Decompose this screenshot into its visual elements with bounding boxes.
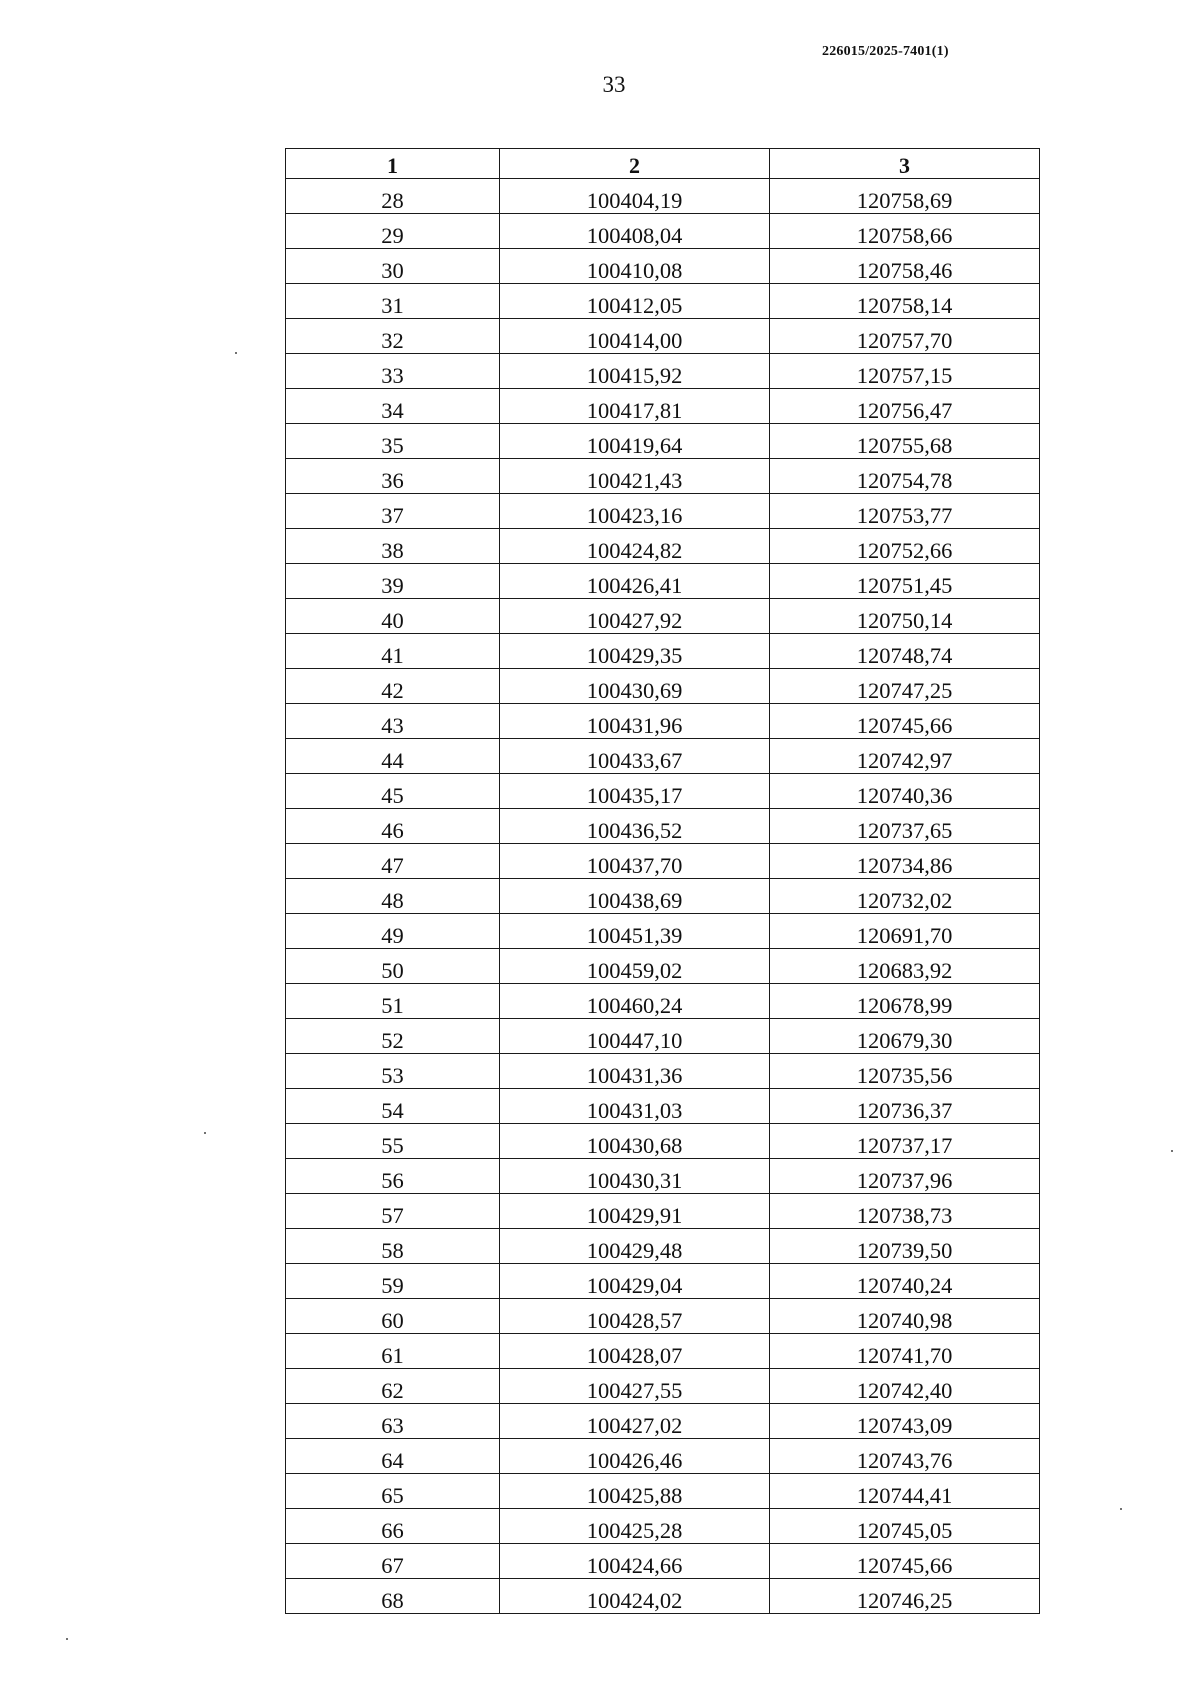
point-number-cell: 32 <box>286 319 500 354</box>
x-coordinate-cell: 100427,55 <box>500 1369 770 1404</box>
x-coordinate-cell: 100415,92 <box>500 354 770 389</box>
point-number-cell: 44 <box>286 739 500 774</box>
point-number-cell: 59 <box>286 1264 500 1299</box>
table-row <box>286 949 1040 984</box>
table-row <box>286 1509 1040 1544</box>
point-number-cell: 49 <box>286 914 500 949</box>
x-coordinate-cell: 100433,67 <box>500 739 770 774</box>
table-row <box>286 1439 1040 1474</box>
point-number-cell: 34 <box>286 389 500 424</box>
table-row <box>286 879 1040 914</box>
point-number-cell: 53 <box>286 1054 500 1089</box>
point-number-cell: 55 <box>286 1124 500 1159</box>
table-row <box>286 599 1040 634</box>
scan-speck <box>204 1132 206 1134</box>
y-coordinate-cell: 120691,70 <box>770 914 1040 949</box>
y-coordinate-cell: 120735,56 <box>770 1054 1040 1089</box>
y-coordinate-cell: 120758,46 <box>770 249 1040 284</box>
x-coordinate-cell: 100423,16 <box>500 494 770 529</box>
x-coordinate-cell: 100424,82 <box>500 529 770 564</box>
point-number-cell: 41 <box>286 634 500 669</box>
y-coordinate-cell: 120742,97 <box>770 739 1040 774</box>
y-coordinate-cell: 120756,47 <box>770 389 1040 424</box>
table-row <box>286 459 1040 494</box>
x-coordinate-cell: 100447,10 <box>500 1019 770 1054</box>
point-number-cell: 43 <box>286 704 500 739</box>
y-coordinate-cell: 120739,50 <box>770 1229 1040 1264</box>
table-row <box>286 529 1040 564</box>
scan-speck <box>235 352 237 354</box>
point-number-cell: 37 <box>286 494 500 529</box>
table-row <box>286 319 1040 354</box>
y-coordinate-cell: 120734,86 <box>770 844 1040 879</box>
point-number-cell: 51 <box>286 984 500 1019</box>
column-header-1: 1 <box>286 149 500 179</box>
y-coordinate-cell: 120679,30 <box>770 1019 1040 1054</box>
x-coordinate-cell: 100430,68 <box>500 1124 770 1159</box>
point-number-cell: 52 <box>286 1019 500 1054</box>
x-coordinate-cell: 100426,46 <box>500 1439 770 1474</box>
table-row <box>286 284 1040 319</box>
table-row <box>286 1124 1040 1159</box>
x-coordinate-cell: 100424,02 <box>500 1579 770 1614</box>
point-number-cell: 64 <box>286 1439 500 1474</box>
x-coordinate-cell: 100451,39 <box>500 914 770 949</box>
table-row <box>286 179 1040 214</box>
x-coordinate-cell: 100421,43 <box>500 459 770 494</box>
y-coordinate-cell: 120757,15 <box>770 354 1040 389</box>
table-row <box>286 634 1040 669</box>
x-coordinate-cell: 100417,81 <box>500 389 770 424</box>
point-number-cell: 42 <box>286 669 500 704</box>
x-coordinate-cell: 100431,36 <box>500 1054 770 1089</box>
x-coordinate-cell: 100414,00 <box>500 319 770 354</box>
table-row <box>286 914 1040 949</box>
y-coordinate-cell: 120741,70 <box>770 1334 1040 1369</box>
y-coordinate-cell: 120740,24 <box>770 1264 1040 1299</box>
point-number-cell: 38 <box>286 529 500 564</box>
x-coordinate-cell: 100412,05 <box>500 284 770 319</box>
y-coordinate-cell: 120746,25 <box>770 1579 1040 1614</box>
x-coordinate-cell: 100430,69 <box>500 669 770 704</box>
table-row <box>286 1369 1040 1404</box>
y-coordinate-cell: 120737,17 <box>770 1124 1040 1159</box>
scan-speck <box>1120 1508 1122 1510</box>
y-coordinate-cell: 120740,36 <box>770 774 1040 809</box>
table-row <box>286 669 1040 704</box>
y-coordinate-cell: 120758,66 <box>770 214 1040 249</box>
y-coordinate-cell: 120758,14 <box>770 284 1040 319</box>
y-coordinate-cell: 120754,78 <box>770 459 1040 494</box>
y-coordinate-cell: 120745,66 <box>770 1544 1040 1579</box>
table-row <box>286 774 1040 809</box>
y-coordinate-cell: 120737,65 <box>770 809 1040 844</box>
table-row <box>286 424 1040 459</box>
table-row <box>286 249 1040 284</box>
point-number-cell: 68 <box>286 1579 500 1614</box>
x-coordinate-cell: 100429,35 <box>500 634 770 669</box>
y-coordinate-cell: 120740,98 <box>770 1299 1040 1334</box>
coordinates-table <box>285 148 1040 1614</box>
table-row <box>286 1054 1040 1089</box>
x-coordinate-cell: 100460,24 <box>500 984 770 1019</box>
scan-speck <box>66 1638 68 1640</box>
x-coordinate-cell: 100429,91 <box>500 1194 770 1229</box>
table-row <box>286 389 1040 424</box>
point-number-cell: 54 <box>286 1089 500 1124</box>
table-row <box>286 1579 1040 1614</box>
point-number-cell: 61 <box>286 1334 500 1369</box>
point-number-cell: 46 <box>286 809 500 844</box>
point-number-cell: 56 <box>286 1159 500 1194</box>
x-coordinate-cell: 100426,41 <box>500 564 770 599</box>
table-row <box>286 1229 1040 1264</box>
point-number-cell: 67 <box>286 1544 500 1579</box>
x-coordinate-cell: 100436,52 <box>500 809 770 844</box>
table-row <box>286 1194 1040 1229</box>
document-id: 226015/2025-7401(1) <box>822 44 949 59</box>
y-coordinate-cell: 120757,70 <box>770 319 1040 354</box>
point-number-cell: 60 <box>286 1299 500 1334</box>
table-header-row <box>286 149 1040 179</box>
point-number-cell: 39 <box>286 564 500 599</box>
x-coordinate-cell: 100431,03 <box>500 1089 770 1124</box>
table-row <box>286 1019 1040 1054</box>
table-row <box>286 494 1040 529</box>
y-coordinate-cell: 120743,09 <box>770 1404 1040 1439</box>
y-coordinate-cell: 120755,68 <box>770 424 1040 459</box>
point-number-cell: 36 <box>286 459 500 494</box>
y-coordinate-cell: 120737,96 <box>770 1159 1040 1194</box>
table-body <box>286 179 1040 1614</box>
x-coordinate-cell: 100427,02 <box>500 1404 770 1439</box>
y-coordinate-cell: 120750,14 <box>770 599 1040 634</box>
column-header-2: 2 <box>500 149 770 179</box>
y-coordinate-cell: 120745,05 <box>770 1509 1040 1544</box>
x-coordinate-cell: 100410,08 <box>500 249 770 284</box>
point-number-cell: 66 <box>286 1509 500 1544</box>
x-coordinate-cell: 100459,02 <box>500 949 770 984</box>
x-coordinate-cell: 100428,07 <box>500 1334 770 1369</box>
table-row <box>286 564 1040 599</box>
x-coordinate-cell: 100435,17 <box>500 774 770 809</box>
point-number-cell: 35 <box>286 424 500 459</box>
y-coordinate-cell: 120732,02 <box>770 879 1040 914</box>
y-coordinate-cell: 120743,76 <box>770 1439 1040 1474</box>
x-coordinate-cell: 100430,31 <box>500 1159 770 1194</box>
point-number-cell: 65 <box>286 1474 500 1509</box>
y-coordinate-cell: 120753,77 <box>770 494 1040 529</box>
table-row <box>286 1299 1040 1334</box>
y-coordinate-cell: 120751,45 <box>770 564 1040 599</box>
y-coordinate-cell: 120736,37 <box>770 1089 1040 1124</box>
table-row <box>286 844 1040 879</box>
page-number: 33 <box>602 72 626 97</box>
x-coordinate-cell: 100438,69 <box>500 879 770 914</box>
table-row <box>286 704 1040 739</box>
x-coordinate-cell: 100437,70 <box>500 844 770 879</box>
x-coordinate-cell: 100424,66 <box>500 1544 770 1579</box>
y-coordinate-cell: 120747,25 <box>770 669 1040 704</box>
point-number-cell: 57 <box>286 1194 500 1229</box>
x-coordinate-cell: 100408,04 <box>500 214 770 249</box>
point-number-cell: 58 <box>286 1229 500 1264</box>
point-number-cell: 63 <box>286 1404 500 1439</box>
y-coordinate-cell: 120738,73 <box>770 1194 1040 1229</box>
x-coordinate-cell: 100429,04 <box>500 1264 770 1299</box>
x-coordinate-cell: 100431,96 <box>500 704 770 739</box>
y-coordinate-cell: 120748,74 <box>770 634 1040 669</box>
x-coordinate-cell: 100429,48 <box>500 1229 770 1264</box>
point-number-cell: 45 <box>286 774 500 809</box>
point-number-cell: 28 <box>286 179 500 214</box>
table-row <box>286 1264 1040 1299</box>
table-row <box>286 1474 1040 1509</box>
table-row <box>286 1159 1040 1194</box>
point-number-cell: 48 <box>286 879 500 914</box>
column-header-3: 3 <box>770 149 1040 179</box>
scan-speck <box>1171 1150 1173 1152</box>
table-row <box>286 809 1040 844</box>
table-row <box>286 354 1040 389</box>
point-number-cell: 33 <box>286 354 500 389</box>
x-coordinate-cell: 100425,88 <box>500 1474 770 1509</box>
x-coordinate-cell: 100428,57 <box>500 1299 770 1334</box>
point-number-cell: 62 <box>286 1369 500 1404</box>
table-row <box>286 1404 1040 1439</box>
x-coordinate-cell: 100404,19 <box>500 179 770 214</box>
table-row <box>286 739 1040 774</box>
table-row <box>286 214 1040 249</box>
point-number-cell: 31 <box>286 284 500 319</box>
x-coordinate-cell: 100427,92 <box>500 599 770 634</box>
y-coordinate-cell: 120758,69 <box>770 179 1040 214</box>
point-number-cell: 30 <box>286 249 500 284</box>
y-coordinate-cell: 120752,66 <box>770 529 1040 564</box>
y-coordinate-cell: 120742,40 <box>770 1369 1040 1404</box>
y-coordinate-cell: 120683,92 <box>770 949 1040 984</box>
table-row <box>286 1089 1040 1124</box>
y-coordinate-cell: 120745,66 <box>770 704 1040 739</box>
y-coordinate-cell: 120678,99 <box>770 984 1040 1019</box>
point-number-cell: 47 <box>286 844 500 879</box>
x-coordinate-cell: 100425,28 <box>500 1509 770 1544</box>
point-number-cell: 40 <box>286 599 500 634</box>
x-coordinate-cell: 100419,64 <box>500 424 770 459</box>
table-row <box>286 1334 1040 1369</box>
table-row <box>286 1544 1040 1579</box>
table-row <box>286 984 1040 1019</box>
y-coordinate-cell: 120744,41 <box>770 1474 1040 1509</box>
point-number-cell: 50 <box>286 949 500 984</box>
point-number-cell: 29 <box>286 214 500 249</box>
